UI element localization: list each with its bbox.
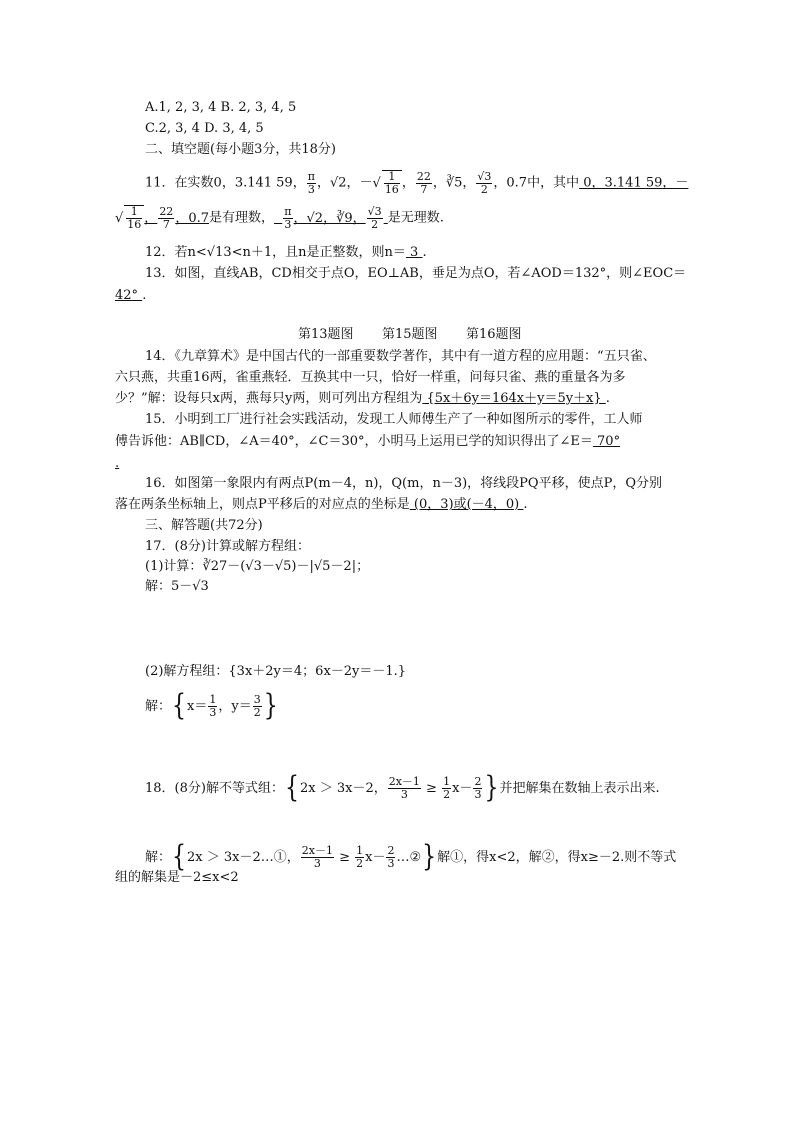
q14-line-3: 少？”解：设每只x两，燕每只y两，则可列出方程组为 {5x＋6y＝164x＋y＝5y＋x} . — [115, 391, 610, 406]
caption-fig-13: 第13题图 — [298, 327, 354, 342]
q16-line-2: 落在两条坐标轴上，则点P平移后的对应点的坐标是 (0，3)或(－4，0) . — [115, 497, 528, 512]
q18-line: 18．(8分)解不等式组：{2x ＞ 3x－2， $\frac{2x-1}{3}$ ≥ $\frac{1}{2}$ x－ $\frac{2}{3}$ }并把解集在数轴上表示出来. — [145, 771, 660, 805]
q17-head: 17．(8分)计算或解方程组： — [145, 539, 310, 554]
q11-answer-rational: 0，3.141 59，－ — [579, 175, 689, 191]
q13-line-2: 42° . — [115, 288, 147, 303]
section-3-title: 三、解答题(共72分) — [145, 518, 263, 533]
q11-answer-irrational: $\frac{\pi}{3}$ ，√2，∛9， $\frac{√3}{2}$ — [284, 204, 382, 231]
q14-line-1: 14．《九章算术》是中国古代的一部重要数学著作，其中有一道方程的应用题：“五只雀、 — [145, 349, 656, 364]
q15-line-1: 15．小明到工厂进行社会实践活动，发现工人师傅生产了一种如图所示的零件，工人师 — [145, 412, 643, 427]
q18-solution-line-1: 解：{2x ＞ 3x－2…①， $\frac{2x-1}{3}$ ≥ $\frac{1}{2}$ x－ $\frac{2}{3}$ …②}解①，得x<2，解②，得x≥－2.则不等式 — [145, 840, 677, 874]
q13-line-1: 13．如图，直线AB，CD相交于点O，EO⊥AB，垂足为点O，若∠AOD＝132°，则∠EOC＝ — [145, 266, 687, 281]
sqrt-1-16: √ $\frac{1}{16}$ — [373, 170, 402, 196]
q11-tail: ，0.7中，其中 — [493, 175, 580, 191]
q11-mid: ，√2，－ — [316, 175, 373, 191]
q17-part-1: (1)计算：∛27－(√3－√5)－|√5－2|； — [145, 559, 370, 574]
q13-answer: 42° — [115, 288, 143, 303]
q14-answer: {5x＋6y＝164x＋y＝5y＋x} — [422, 391, 606, 406]
q11-answer-rational-cont: √ $\frac{1}{16}$ ， $\frac{22}{7}$ ，0.7 — [115, 204, 209, 231]
q17-part-2: (2)解方程组：{3x＋2y＝4；6x－2y＝－1.} — [145, 664, 407, 679]
q12: 12．若n<√13<n＋1，且n是正整数，则n＝ 3 . — [145, 245, 427, 260]
q17-solution-1: 解：5－√3 — [145, 579, 209, 594]
q11-prefix: 11．在实数0，3.141 59， — [145, 175, 306, 191]
q11-irrational-label: 是无理数. — [387, 210, 444, 226]
q15-line-3: . — [115, 456, 120, 471]
q15-line-2: 傅告诉他：AB∥CD，∠A＝40°，∠C＝30°，小明马上运用已学的知识得出了∠E＝ 70° — [115, 434, 621, 449]
options-line-2: C.2, 3, 4 D. 3, 4, 5 — [145, 121, 264, 136]
section-2-title: 二、填空题(每小题3分，共18分) — [145, 142, 336, 157]
q16-answer: (0，3)或(－4，0) — [409, 497, 524, 512]
q16-line-1: 16．如图第一象限内有两点P(m－4，n)，Q(m，n－3)，将线段PQ平移，使点P，Q分别 — [145, 476, 662, 491]
options-line-1: A.1, 2, 3, 4 B. 2, 3, 4, 5 — [145, 100, 297, 115]
frac-pi-3: $\frac{\pi}{3}$ — [307, 169, 315, 196]
caption-fig-16: 第16题图 — [466, 327, 522, 342]
q11-rational-label: 是有理数， — [209, 210, 275, 226]
q11-line-1: 11．在实数0，3.141 59， $\frac{\pi}{3}$ ，√2，－√ $\frac{1}{16}$ ， $\frac{22}{7}$ ，∛5， $\frac{√3}{2}$ ，0.7中，其中 0，3.141 59，－ — [145, 169, 689, 196]
q11-line-2 — [115, 205, 444, 231]
q14-line-2: 六只燕，共重16两，雀重燕轻．互换其中一只，恰好一样重，问每只雀、燕的重量各为多 — [115, 370, 626, 385]
q18-solution-line-2: 组的解集是－2≤x<2 — [115, 870, 239, 885]
frac-sqrt3-2: $\frac{√3}{2}$ — [477, 169, 492, 196]
q15-answer: 70° — [592, 434, 621, 449]
q12-answer: 3 — [405, 245, 423, 260]
caption-fig-15: 第15题图 — [382, 327, 438, 342]
frac-22-7: $\frac{22}{7}$ — [416, 169, 431, 196]
q17-solution-2: 解：{x＝ $\frac{1}{3}$ ，y＝ $\frac{3}{2}$ } — [145, 689, 278, 723]
q11-after: ，∛5， — [432, 175, 476, 191]
